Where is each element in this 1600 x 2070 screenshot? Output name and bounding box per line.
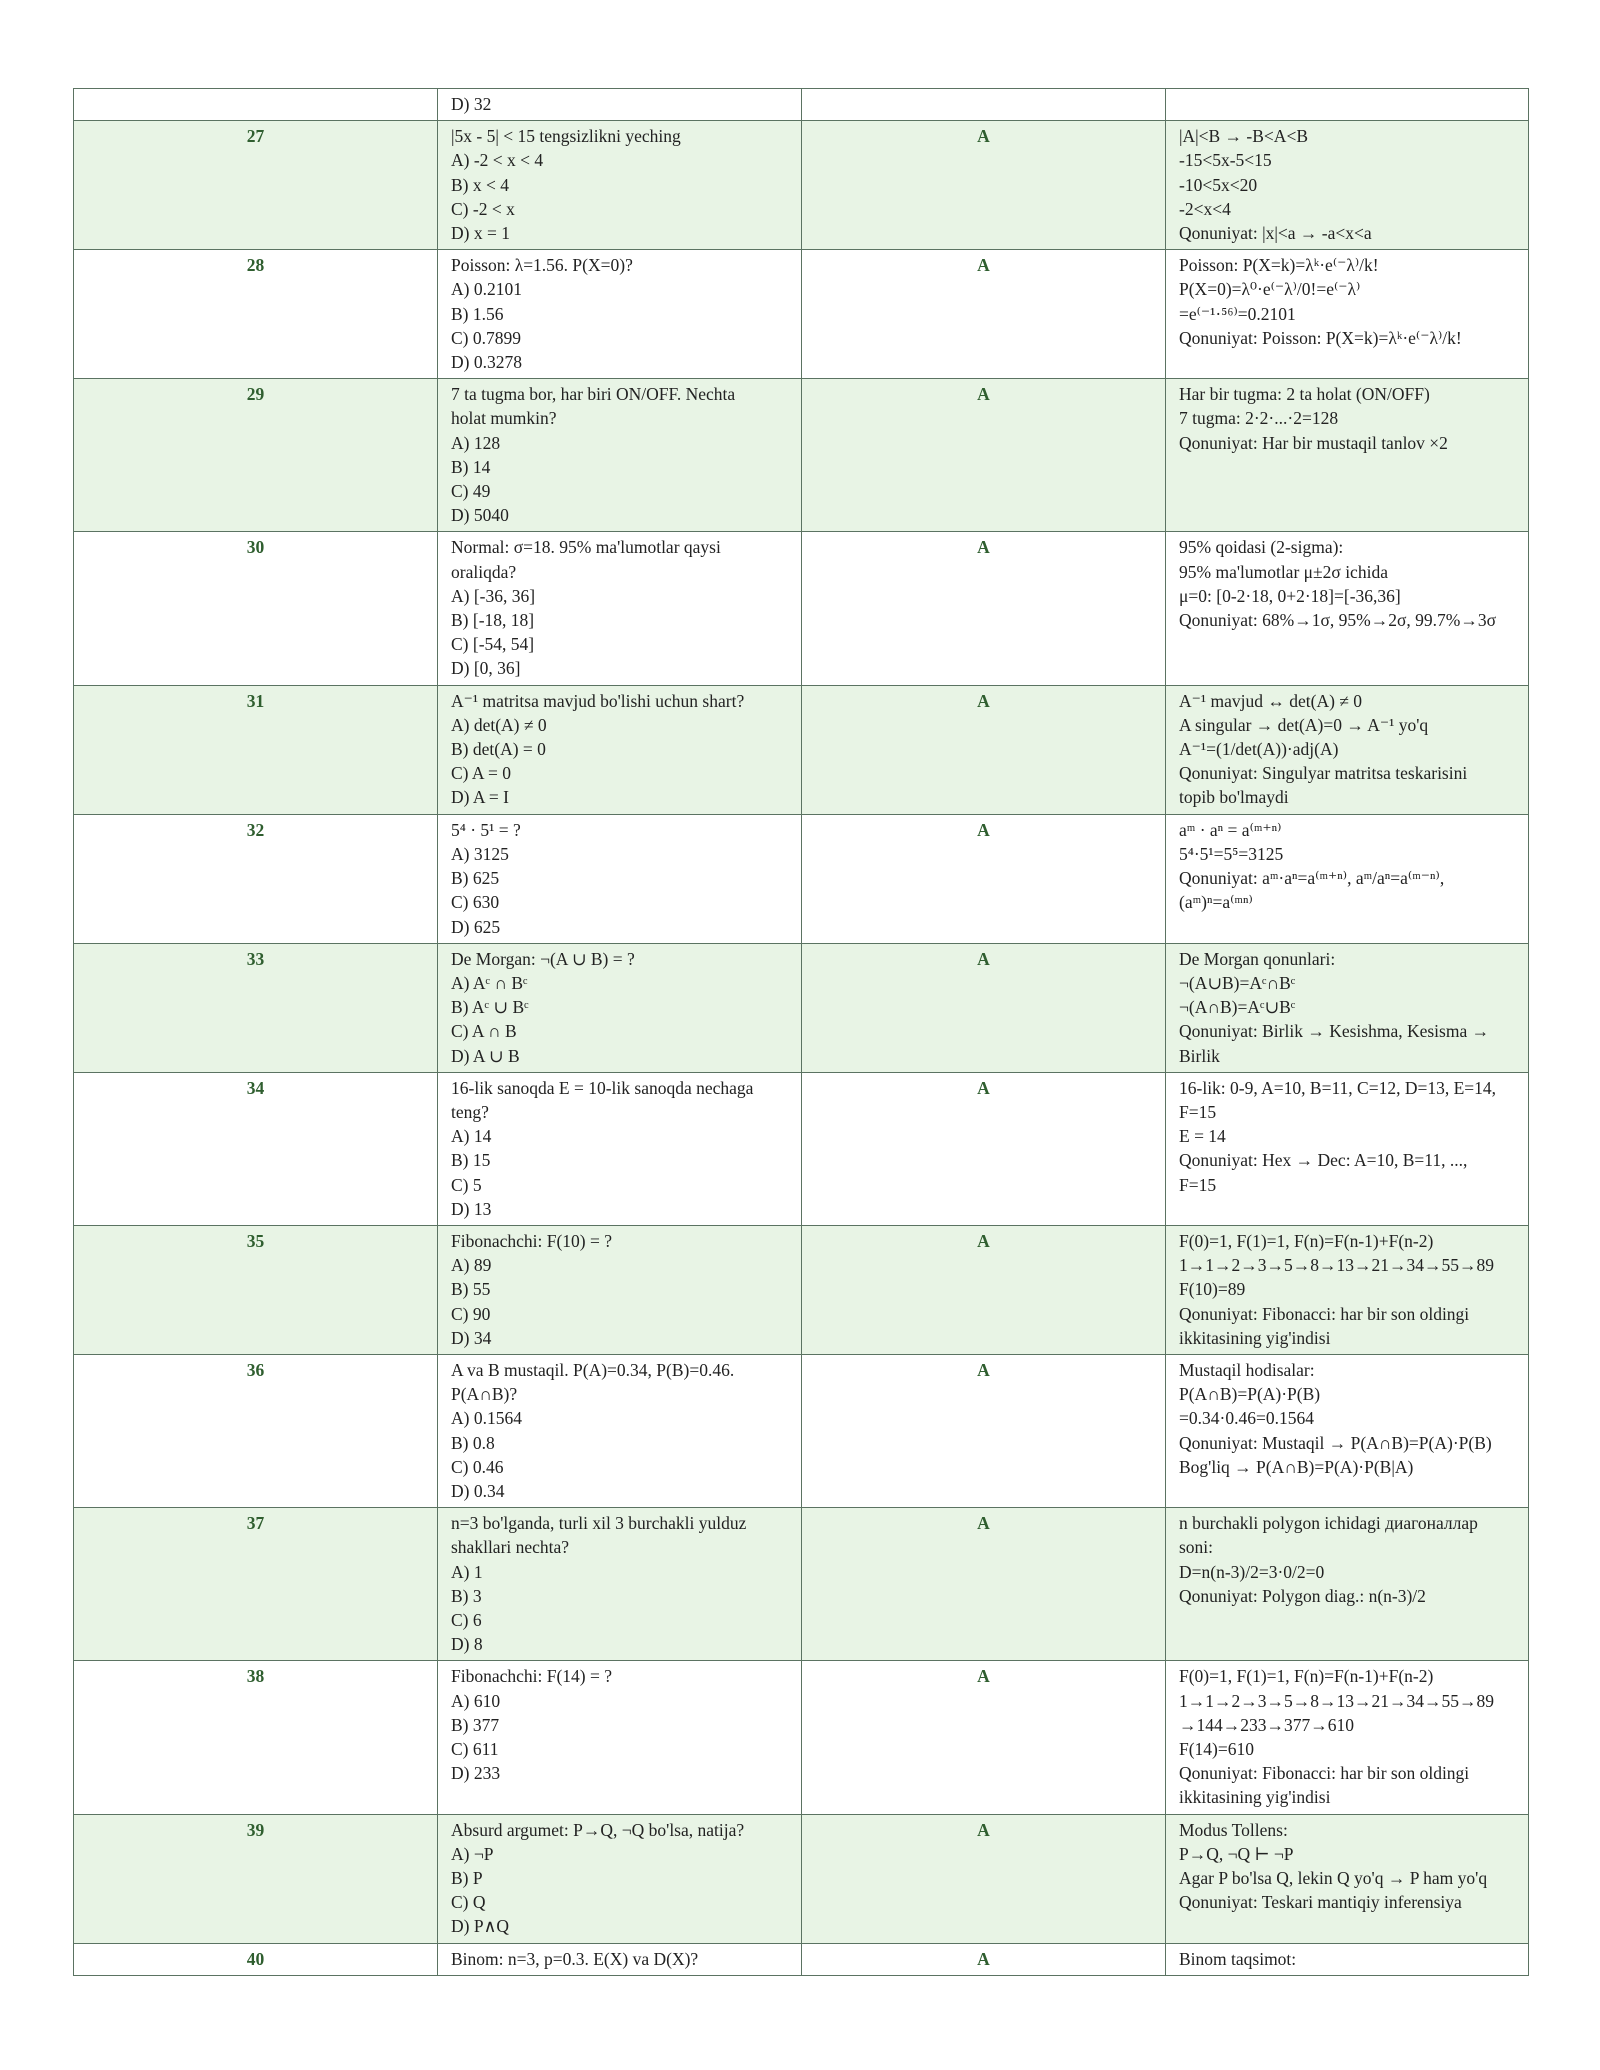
- question-text-line: A va B mustaqil. P(A)=0.34, P(B)=0.46.: [451, 1359, 735, 1380]
- question-row: [74, 685, 1529, 814]
- question-text-line: Absurd argumet: P→Q, ¬Q bo'lsa, natija?: [451, 1819, 745, 1840]
- question-line: B) 0.8: [451, 1432, 495, 1453]
- question-text-cell: [438, 532, 802, 685]
- correct-answer: [802, 89, 1166, 121]
- question-number: 29: [74, 379, 438, 532]
- explanation-line: D=n(n-3)/2=3·0/2=0: [1179, 1561, 1325, 1582]
- question-number: 28: [74, 250, 438, 379]
- explanation-line: Qonuniyat: aᵐ·aⁿ=a⁽ᵐ⁺ⁿ⁾, aᵐ/aⁿ=a⁽ᵐ⁻ⁿ⁾,: [1179, 868, 1445, 889]
- explanation-cell: [1166, 1508, 1529, 1661]
- question-row: [74, 379, 1529, 532]
- question-text-line: A⁻¹ matritsa mavjud bo'lishi uchun shart?: [451, 690, 745, 711]
- explanation-line: 1→1→2→3→5→8→13→21→34→55→89: [1179, 1690, 1494, 1711]
- correct-answer: A: [802, 532, 1166, 685]
- explanation-line: Binom taqsimot:: [1179, 1948, 1297, 1969]
- question-row: [74, 1225, 1529, 1354]
- explanation-line: -15<5x-5<15: [1179, 150, 1272, 171]
- explanation-cell: [1166, 1354, 1529, 1507]
- explanation-line: 95% ma'lumotlar μ±2σ ichida: [1179, 561, 1388, 582]
- explanation-line: topib bo'lmaydi: [1179, 787, 1289, 808]
- question-number: 30: [74, 532, 438, 685]
- explanation-line: Qonuniyat: Polygon diag.: n(n-3)/2: [1179, 1585, 1426, 1606]
- question-number: 33: [74, 943, 438, 1072]
- explanation-line: =0.34·0.46=0.1564: [1179, 1408, 1314, 1429]
- question-text-cell: [438, 1943, 802, 1975]
- explanation-cell: [1166, 1943, 1529, 1975]
- question-line: teng?: [451, 1101, 489, 1122]
- explanation-line: ¬(A∩B)=Aᶜ∪Bᶜ: [1179, 997, 1296, 1018]
- question-text-line: |5x - 5| < 15 tengsizlikni yeching: [451, 126, 681, 147]
- question-text-line: De Morgan: ¬(A ∪ B) = ?: [451, 948, 635, 969]
- explanation-line: F=15: [1179, 1174, 1217, 1195]
- question-number: 31: [74, 685, 438, 814]
- explanation-line: n burchakli polygon ichidagi диагоналлар: [1179, 1513, 1478, 1534]
- questions-table: [73, 88, 1529, 1976]
- explanation-line: Qonuniyat: Mustaqil → P(A∩B)=P(A)·P(B): [1179, 1432, 1492, 1453]
- explanation-line: 95% qoidasi (2-sigma):: [1179, 537, 1344, 558]
- correct-answer: A: [802, 1943, 1166, 1975]
- question-line: B) x < 4: [451, 174, 509, 195]
- question-line: A) 610: [451, 1690, 501, 1711]
- explanation-cell: [1166, 1814, 1529, 1943]
- question-line: C) 90: [451, 1303, 491, 1324]
- question-number: 39: [74, 1814, 438, 1943]
- question-number: 38: [74, 1661, 438, 1814]
- question-line: C) 0.46: [451, 1456, 504, 1477]
- question-line: B) 625: [451, 868, 500, 889]
- question-line: C) [-54, 54]: [451, 634, 535, 655]
- question-text-cell: [438, 250, 802, 379]
- question-line: P(A∩B)?: [451, 1384, 518, 1405]
- question-number: [74, 89, 438, 121]
- correct-answer: A: [802, 1661, 1166, 1814]
- explanation-line: P(A∩B)=P(A)·P(B): [1179, 1384, 1321, 1405]
- question-text-line: Poisson: λ=1.56. P(X=0)?: [451, 255, 633, 276]
- correct-answer: A: [802, 1225, 1166, 1354]
- question-line: C) Q: [451, 1892, 486, 1913]
- explanation-line: Qonuniyat: Har bir mustaqil tanlov ×2: [1179, 432, 1448, 453]
- question-text-cell: [438, 1814, 802, 1943]
- explanation-line: F(0)=1, F(1)=1, F(n)=F(n-1)+F(n-2): [1179, 1666, 1434, 1687]
- question-text-cell: [438, 814, 802, 943]
- question-line: D) 0.34: [451, 1480, 505, 1501]
- question-line: D) x = 1: [451, 223, 510, 244]
- explanation-line: Qonuniyat: Fibonacci: har bir son oldingi: [1179, 1303, 1470, 1324]
- explanation-line: Bog'liq → P(A∩B)=P(A)·P(B|A): [1179, 1456, 1414, 1477]
- question-number: 40: [74, 1943, 438, 1975]
- question-line: C) A ∩ B: [451, 1021, 517, 1042]
- explanation-line: Har bir tugma: 2 ta holat (ON/OFF): [1179, 384, 1430, 405]
- question-number: 37: [74, 1508, 438, 1661]
- question-text-cell: [438, 1225, 802, 1354]
- question-row: [74, 1508, 1529, 1661]
- explanation-line: -2<x<4: [1179, 198, 1231, 219]
- question-line: A) 128: [451, 432, 501, 453]
- question-line: A) 0.2101: [451, 279, 522, 300]
- explanation-line: Qonuniyat: Poisson: P(X=k)=λᵏ·e⁽⁻λ⁾/k!: [1179, 327, 1462, 348]
- question-number: 34: [74, 1072, 438, 1225]
- question-text-line: Fibonachchi: F(10) = ?: [451, 1230, 613, 1251]
- question-line: B) 1.56: [451, 303, 504, 324]
- question-text-line: Binom: n=3, p=0.3. E(X) va D(X)?: [451, 1948, 699, 1969]
- question-text-cell: [438, 943, 802, 1072]
- explanation-line: Poisson: P(X=k)=λᵏ·e⁽⁻λ⁾/k!: [1179, 255, 1379, 276]
- question-text-cell: [438, 379, 802, 532]
- question-text-cell: [438, 89, 802, 121]
- question-line: A) -2 < x < 4: [451, 150, 544, 171]
- correct-answer: A: [802, 121, 1166, 250]
- question-line: D) 5040: [451, 505, 509, 526]
- explanation-cell: [1166, 1225, 1529, 1354]
- question-row: [74, 89, 1529, 121]
- explanation-cell: [1166, 532, 1529, 685]
- question-line: D) 233: [451, 1763, 501, 1784]
- question-number: 32: [74, 814, 438, 943]
- question-line: C) 49: [451, 481, 491, 502]
- correct-answer: A: [802, 379, 1166, 532]
- question-line: B) 14: [451, 456, 491, 477]
- explanation-line: aᵐ · aⁿ = a⁽ᵐ⁺ⁿ⁾: [1179, 819, 1282, 840]
- question-line: A) Aᶜ ∩ Bᶜ: [451, 972, 528, 993]
- question-line: A) 14: [451, 1126, 492, 1147]
- correct-answer: A: [802, 250, 1166, 379]
- explanation-line: F(10)=89: [1179, 1279, 1246, 1300]
- explanation-line: Qonuniyat: Hex → Dec: A=10, B=11, ...,: [1179, 1150, 1468, 1171]
- question-line: B) 3: [451, 1585, 482, 1606]
- question-row: [74, 1943, 1529, 1975]
- explanation-line: ikkitasining yig'indisi: [1179, 1787, 1331, 1808]
- question-text-cell: [438, 1508, 802, 1661]
- question-text-line: Normal: σ=18. 95% ma'lumotlar qaysi: [451, 537, 721, 558]
- questions-table-body: [74, 89, 1529, 1976]
- explanation-line: De Morgan qonunlari:: [1179, 948, 1336, 969]
- question-line: A) ¬P: [451, 1843, 494, 1864]
- question-line: B) [-18, 18]: [451, 610, 535, 631]
- explanation-line: A singular → det(A)=0 → A⁻¹ yo'q: [1179, 714, 1429, 735]
- explanation-line: Qonuniyat: 68%→1σ, 95%→2σ, 99.7%→3σ: [1179, 610, 1497, 631]
- question-line: C) -2 < x: [451, 198, 515, 219]
- explanation-line: F(14)=610: [1179, 1739, 1255, 1759]
- question-row: [74, 1661, 1529, 1814]
- correct-answer: A: [802, 1814, 1166, 1943]
- explanation-line: 5⁴·5¹=5⁵=3125: [1179, 843, 1284, 864]
- explanation-line: P→Q, ¬Q ⊢ ¬P: [1179, 1843, 1294, 1864]
- explanation-cell: [1166, 1072, 1529, 1225]
- question-row: [74, 250, 1529, 379]
- explanation-line: ¬(A∪B)=Aᶜ∩Bᶜ: [1179, 972, 1296, 993]
- question-line: C) 6: [451, 1609, 482, 1630]
- question-text-cell: [438, 1661, 802, 1814]
- question-line: A) 1: [451, 1561, 483, 1582]
- question-text-line: 5⁴ · 5¹ = ?: [451, 819, 521, 840]
- question-line: D) A ∪ B: [451, 1045, 520, 1066]
- question-line: B) P: [451, 1868, 483, 1889]
- question-line: D) 8: [451, 1634, 483, 1655]
- explanation-line: 1→1→2→3→5→8→13→21→34→55→89: [1179, 1255, 1494, 1276]
- question-line: C) 0.7899: [451, 327, 521, 348]
- question-row: [74, 1354, 1529, 1507]
- question-line: D) 0.3278: [451, 352, 522, 373]
- correct-answer: A: [802, 1354, 1166, 1507]
- explanation-line: μ=0: [0-2·18, 0+2·18]=[-36,36]: [1179, 585, 1401, 606]
- explanation-cell: [1166, 1661, 1529, 1814]
- question-row: [74, 532, 1529, 685]
- explanation-line: Qonuniyat: |x|<a → -a<x<a: [1179, 223, 1372, 244]
- explanation-line: A⁻¹=(1/det(A))·adj(A): [1179, 739, 1339, 760]
- question-line: C) A = 0: [451, 763, 511, 784]
- explanation-line: Qonuniyat: Fibonacci: har bir son oldingi: [1179, 1763, 1470, 1784]
- explanation-line: (aᵐ)ⁿ=a⁽ᵐⁿ⁾: [1179, 892, 1253, 913]
- question-line: A) det(A) ≠ 0: [451, 714, 547, 735]
- question-line: B) 55: [451, 1279, 491, 1300]
- question-number: 36: [74, 1354, 438, 1507]
- question-row: [74, 814, 1529, 943]
- correct-answer: A: [802, 943, 1166, 1072]
- question-text-cell: [438, 685, 802, 814]
- explanation-line: |A|<B → -B<A<B: [1179, 126, 1308, 147]
- explanation-line: Qonuniyat: Birlik → Kesishma, Kesisma →: [1179, 1021, 1490, 1042]
- question-line: B) det(A) = 0: [451, 739, 546, 760]
- explanation-line: soni:: [1179, 1537, 1214, 1558]
- question-line: A) [-36, 36]: [451, 585, 536, 606]
- question-line: B) 377: [451, 1714, 500, 1735]
- explanation-line: F=15: [1179, 1101, 1217, 1122]
- question-number: 27: [74, 121, 438, 250]
- explanation-cell: [1166, 121, 1529, 250]
- question-line: shakllari nechta?: [451, 1537, 570, 1558]
- explanation-cell: [1166, 89, 1529, 121]
- question-line: D) P∧Q: [451, 1916, 510, 1937]
- question-row: [74, 1072, 1529, 1225]
- question-row: [74, 943, 1529, 1072]
- question-text-line: n=3 bo'lganda, turli xil 3 burchakli yulduz: [451, 1513, 747, 1534]
- question-text-cell: [438, 121, 802, 250]
- question-text-cell: [438, 1072, 802, 1225]
- question-text-line: Fibonachchi: F(14) = ?: [451, 1666, 613, 1687]
- question-number: 35: [74, 1225, 438, 1354]
- explanation-line: Mustaqil hodisalar:: [1179, 1359, 1315, 1380]
- explanation-cell: [1166, 943, 1529, 1072]
- question-line: D) [0, 36]: [451, 658, 521, 679]
- question-line: oraliqda?: [451, 561, 517, 582]
- question-line: A) 3125: [451, 843, 509, 864]
- question-line: C) 5: [451, 1174, 482, 1195]
- question-line: A) 89: [451, 1255, 492, 1276]
- question-line: D) 13: [451, 1198, 492, 1219]
- explanation-line: F(0)=1, F(1)=1, F(n)=F(n-1)+F(n-2): [1179, 1230, 1434, 1251]
- explanation-line: P(X=0)=λ⁰·e⁽⁻λ⁾/0!=e⁽⁻λ⁾: [1179, 279, 1361, 300]
- explanation-cell: [1166, 814, 1529, 943]
- explanation-line: Birlik: [1179, 1045, 1220, 1066]
- explanation-line: Agar P bo'lsa Q, lekin Q yo'q → P ham yo'q: [1179, 1868, 1488, 1889]
- question-text-cell: [438, 1354, 802, 1507]
- question-line: B) 15: [451, 1150, 491, 1171]
- explanation-line: Modus Tollens:: [1179, 1819, 1288, 1840]
- explanation-line: Qonuniyat: Teskari mantiqiy inferensiya: [1179, 1892, 1462, 1913]
- explanation-line: -10<5x<20: [1179, 174, 1258, 195]
- explanation-line: A⁻¹ mavjud ↔ det(A) ≠ 0: [1179, 690, 1363, 711]
- explanation-line: 16-lik: 0-9, A=10, B=11, C=12, D=13, E=14,: [1179, 1077, 1497, 1098]
- explanation-cell: [1166, 379, 1529, 532]
- question-row: [74, 121, 1529, 250]
- question-line: D) 34: [451, 1327, 492, 1348]
- explanation-line: 7 tugma: 2·2·...·2=128: [1179, 408, 1339, 429]
- explanation-cell: [1166, 250, 1529, 379]
- question-text-line: 16-lik sanoqda E = 10-lik sanoqda nechaga: [451, 1077, 754, 1098]
- explanation-line: ikkitasining yig'indisi: [1179, 1327, 1331, 1348]
- question-line: A) 0.1564: [451, 1408, 522, 1429]
- question-line: holat mumkin?: [451, 408, 557, 429]
- question-line: B) Aᶜ ∪ Bᶜ: [451, 997, 529, 1018]
- question-text-line: D) 32: [451, 94, 492, 114]
- question-line: D) 625: [451, 916, 501, 937]
- question-text-line: 7 ta tugma bor, har biri ON/OFF. Nechta: [451, 384, 736, 405]
- explanation-line: Qonuniyat: Singulyar matritsa teskarisini: [1179, 763, 1468, 784]
- correct-answer: A: [802, 685, 1166, 814]
- question-line: C) 630: [451, 892, 500, 913]
- explanation-cell: [1166, 685, 1529, 814]
- explanation-line: =e⁽⁻¹·⁵⁶⁾=0.2101: [1179, 303, 1296, 324]
- question-row: [74, 1814, 1529, 1943]
- explanation-line: →144→233→377→610: [1179, 1714, 1354, 1735]
- correct-answer: A: [802, 1508, 1166, 1661]
- question-line: D) A = I: [451, 787, 509, 808]
- question-line: C) 611: [451, 1739, 499, 1759]
- correct-answer: A: [802, 1072, 1166, 1225]
- correct-answer: A: [802, 814, 1166, 943]
- explanation-line: E = 14: [1179, 1126, 1226, 1147]
